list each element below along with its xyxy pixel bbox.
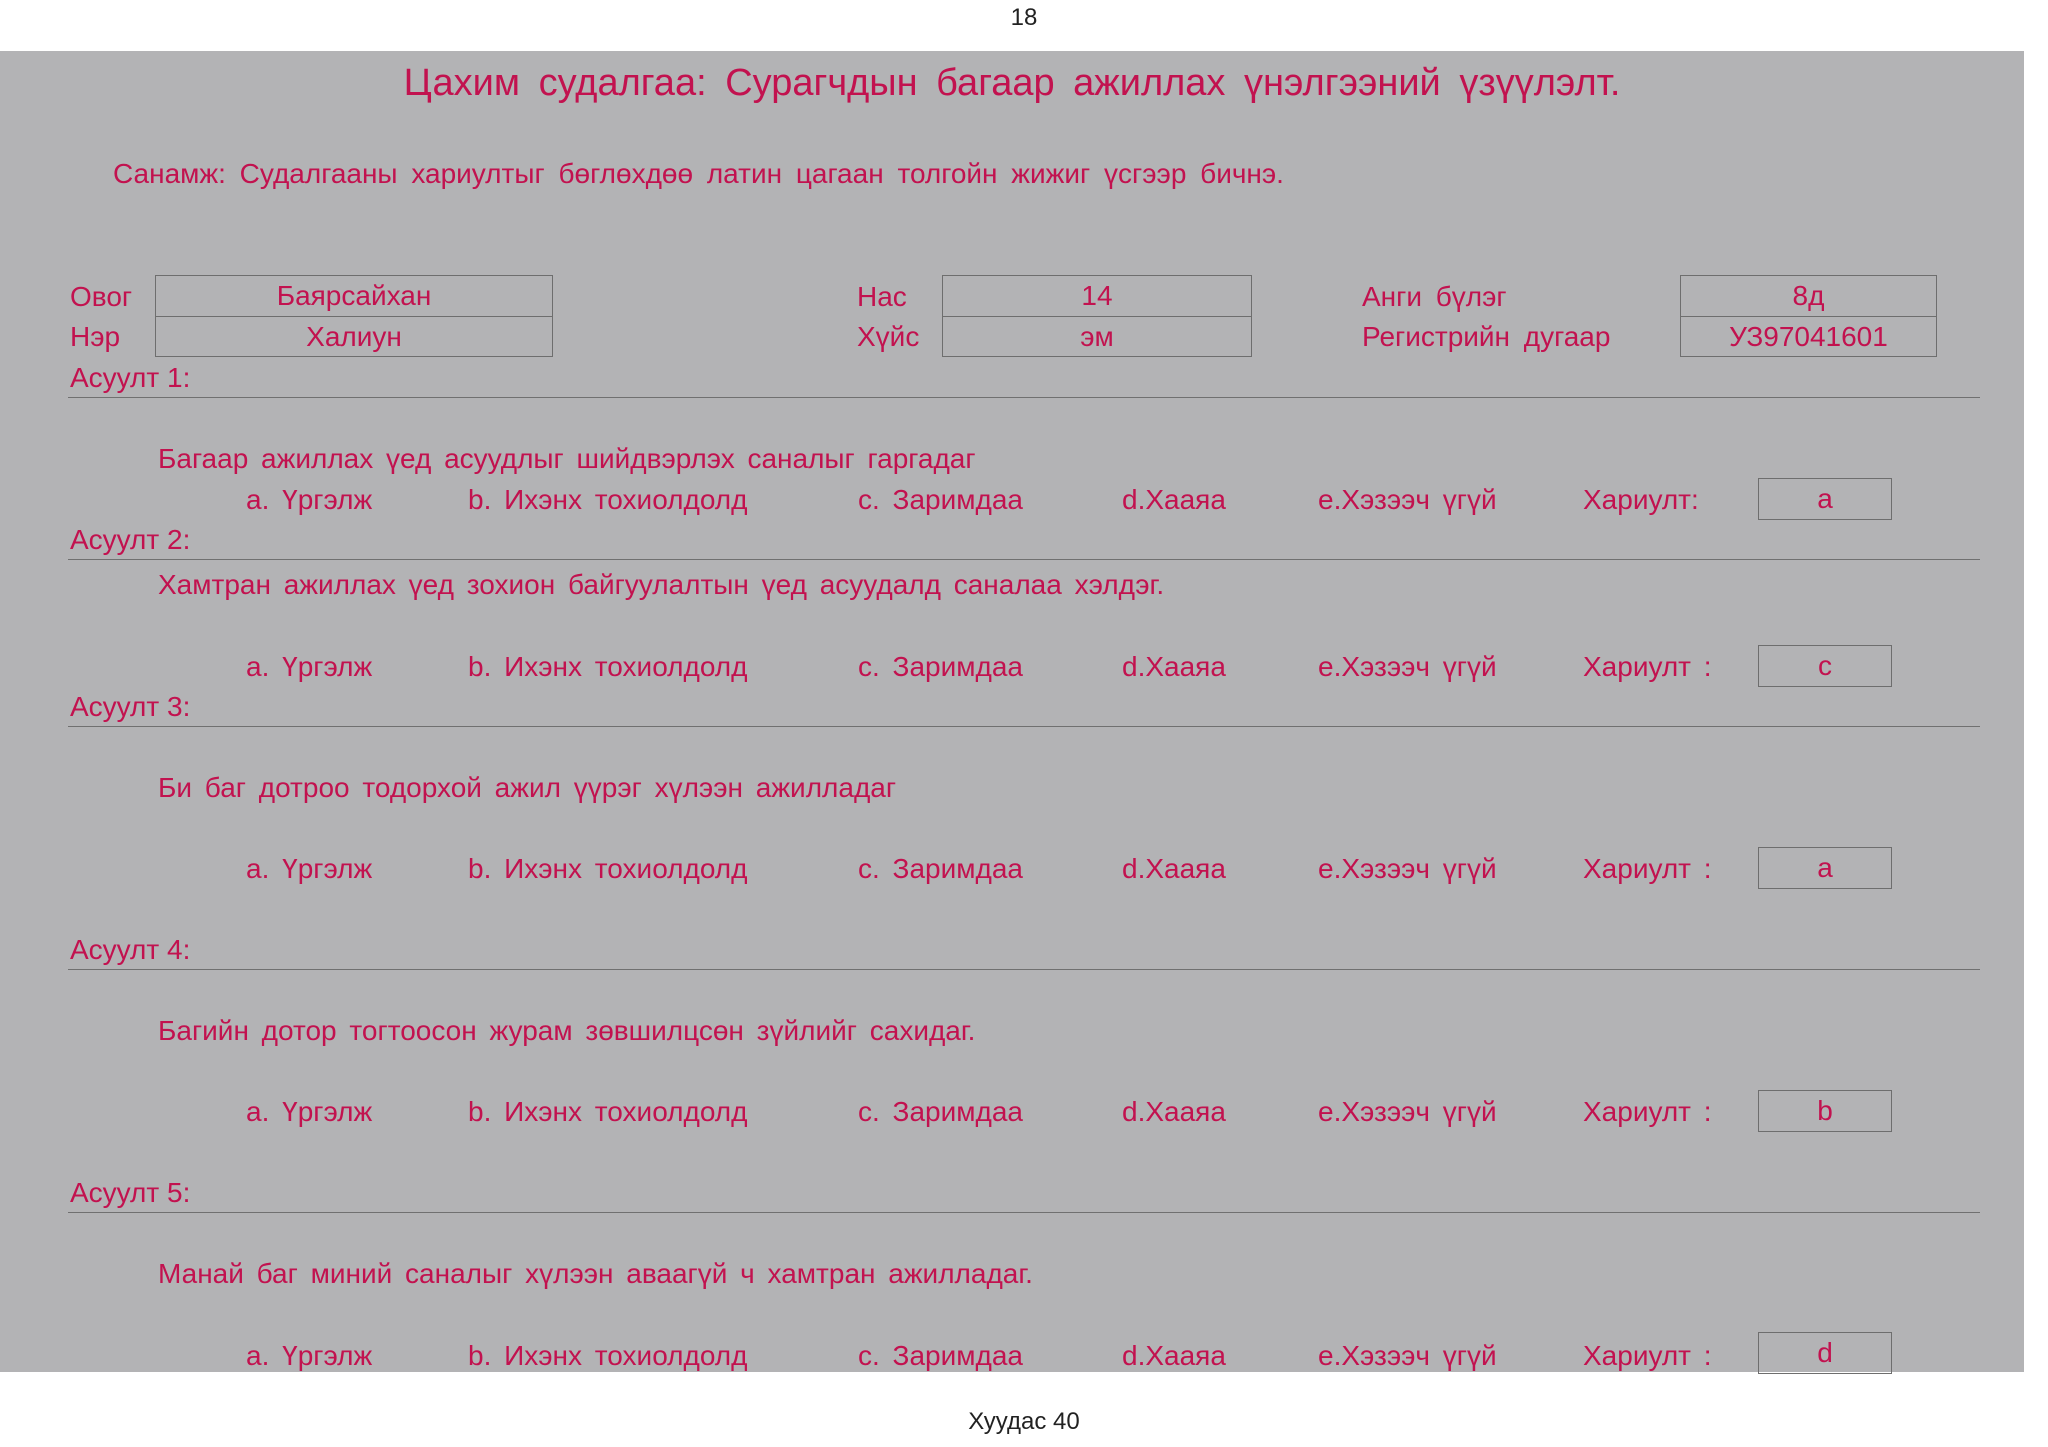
question-5-option-a: a. Үргэлж [246, 1340, 373, 1371]
class-label: Анги бүлэг [1362, 281, 1507, 312]
question-2-option-a: a. Үргэлж [246, 651, 373, 682]
question-2-option-b: b. Ихэнх тохиолдолд [468, 651, 748, 682]
divider [68, 1212, 1980, 1213]
question-2-option-c: c. Заримдаа [858, 651, 1023, 682]
class-field[interactable]: 8д [1680, 275, 1937, 317]
question-5-option-c: c. Заримдаа [858, 1340, 1023, 1371]
question-4-label: Асуулт 4: [70, 934, 191, 965]
registration-label: Регистрийн дугаар [1362, 321, 1611, 352]
question-5-option-b: b. Ихэнх тохиолдолд [468, 1340, 748, 1371]
gender-label: Хүйс [857, 321, 920, 352]
question-5-answer-label: Хариулт : [1583, 1340, 1712, 1371]
question-3-option-d: d.Хааяа [1122, 853, 1226, 884]
divider [68, 559, 1980, 560]
age-field[interactable]: 14 [942, 275, 1252, 317]
question-4-option-a: a. Үргэлж [246, 1096, 373, 1127]
question-1-option-a: a. Үргэлж [246, 484, 373, 515]
last-name-label: Овог [70, 281, 133, 312]
question-3-label: Асуулт 3: [70, 691, 191, 722]
question-2-answer-label: Хариулт : [1583, 651, 1712, 682]
survey-panel [0, 51, 2024, 1372]
question-1-option-e: e.Хэзээч үгүй [1318, 484, 1497, 515]
question-3-option-c: c. Заримдаа [858, 853, 1023, 884]
question-5-label: Асуулт 5: [70, 1177, 191, 1208]
question-4-text: Багийн дотор тогтоосон журам зөвшилцсөн зүйлийг сахидаг. [158, 1015, 976, 1046]
question-1-answer-label: Хариулт: [1583, 484, 1699, 515]
question-3-option-a: a. Үргэлж [246, 853, 373, 884]
question-4-option-d: d.Хааяа [1122, 1096, 1226, 1127]
question-4-answer-label: Хариулт : [1583, 1096, 1712, 1127]
question-4-option-b: b. Ихэнх тохиолдолд [468, 1096, 748, 1127]
question-5-answer-field[interactable]: d [1758, 1332, 1892, 1374]
question-3-option-e: e.Хэзээч үгүй [1318, 853, 1497, 884]
divider [68, 726, 1980, 727]
question-3-answer-field[interactable]: a [1758, 847, 1892, 889]
page-footer-label: Хуудас 40 [968, 1408, 1080, 1435]
survey-title: Цахим судалгаа: Сурагчдын багаар ажиллах үнэлгээний үзүүлэлт. [403, 62, 1621, 104]
gender-field[interactable]: эм [942, 316, 1252, 357]
question-5-text: Манай баг миний саналыг хүлээн аваагүй ч хамтран ажилладаг. [158, 1258, 1033, 1289]
question-5-option-d: d.Хааяа [1122, 1340, 1226, 1371]
question-3-answer-label: Хариулт : [1583, 853, 1712, 884]
question-1-option-b: b. Ихэнх тохиолдолд [468, 484, 748, 515]
question-1-option-c: c. Заримдаа [858, 484, 1023, 515]
question-2-label: Асуулт 2: [70, 524, 191, 555]
question-4-answer-field[interactable]: b [1758, 1090, 1892, 1132]
age-label: Нас [857, 281, 907, 312]
question-2-answer-field[interactable]: c [1758, 645, 1892, 687]
question-4-option-e: e.Хэзээч үгүй [1318, 1096, 1497, 1127]
registration-field[interactable]: УЗ97041601 [1680, 316, 1937, 357]
divider [68, 397, 1980, 398]
question-4-option-c: c. Заримдаа [858, 1096, 1023, 1127]
question-1-option-d: d.Хааяа [1122, 484, 1226, 515]
survey-note: Санамж: Судалгааны хариултыг бөглөхдөө латин цагаан толгойн жижиг үсгээр бичнэ. [113, 158, 1284, 189]
divider [68, 969, 1980, 970]
question-2-option-e: e.Хэзээч үгүй [1318, 651, 1497, 682]
question-3-option-b: b. Ихэнх тохиолдолд [468, 853, 748, 884]
last-name-field[interactable]: Баярсайхан [155, 275, 553, 317]
first-name-label: Нэр [70, 321, 121, 352]
question-1-answer-field[interactable]: a [1758, 478, 1892, 520]
question-1-label: Асуулт 1: [70, 362, 191, 393]
question-3-text: Би баг дотроо тодорхой ажил үүрэг хүлээн ажилладаг [158, 772, 897, 803]
question-1-text: Багаар ажиллах үед асуудлыг шийдвэрлэх саналыг гаргадаг [158, 443, 976, 474]
page-number-top: 18 [1010, 4, 1038, 31]
question-2-option-d: d.Хааяа [1122, 651, 1226, 682]
question-5-option-e: e.Хэзээч үгүй [1318, 1340, 1497, 1371]
question-2-text: Хамтран ажиллах үед зохион байгуулалтын үед асуудалд саналаа хэлдэг. [158, 569, 1165, 600]
first-name-field[interactable]: Халиун [155, 316, 553, 357]
